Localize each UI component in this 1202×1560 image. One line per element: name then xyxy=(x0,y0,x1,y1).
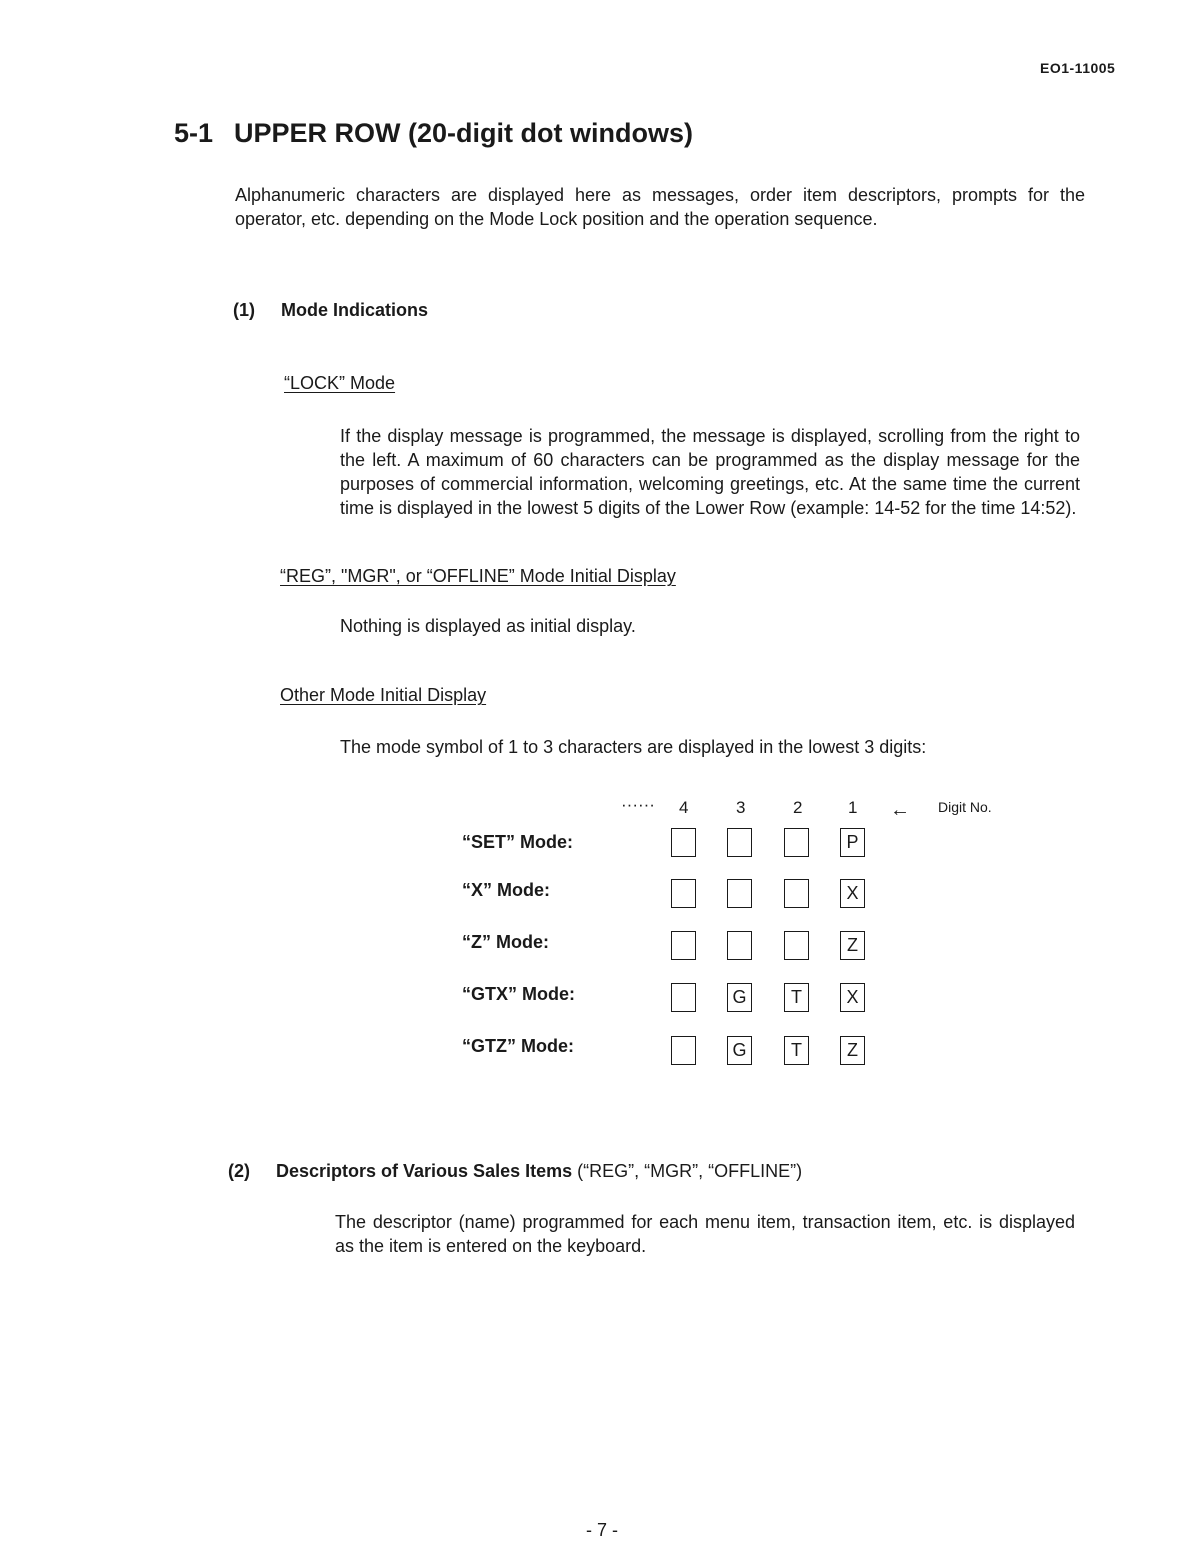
other-mode-heading: Other Mode Initial Display xyxy=(280,685,487,705)
set-digit-3-cell xyxy=(727,828,752,857)
set-digit-4-cell xyxy=(671,828,696,857)
digit-header-2: 2 xyxy=(793,798,803,817)
digit-no-label: Digit No. xyxy=(938,799,992,815)
x-mode-label: “X” Mode: xyxy=(462,880,550,900)
gtz-digit-4-cell xyxy=(671,1036,696,1065)
z-digit-3-cell xyxy=(727,931,752,960)
page-number: - 7 - xyxy=(586,1520,619,1540)
set-digit-2-cell xyxy=(784,828,809,857)
digit-ellipsis: ······ xyxy=(621,795,655,814)
section-number: 5-1 xyxy=(174,118,214,148)
gtx-digit-3-cell: G xyxy=(727,983,752,1012)
section-2-modes: (“REG”, “MGR”, “OFFLINE”) xyxy=(577,1161,803,1181)
section-2-text: The descriptor (name) programmed for each menu item, transaction item, etc. is displayed as the item is entered on the keyboard. xyxy=(335,1212,1075,1256)
section-2-heading xyxy=(228,1161,802,1182)
gtz-mode-label: “GTZ” Mode: xyxy=(462,1036,574,1056)
x-digit-2-cell xyxy=(784,879,809,908)
digit-header-1: 1 xyxy=(848,798,858,817)
z-digit-4-cell xyxy=(671,931,696,960)
section-title: UPPER ROW (20-digit dot windows) xyxy=(234,118,693,148)
x-digit-4-cell xyxy=(671,879,696,908)
gtx-digit-1-cell: X xyxy=(840,983,865,1012)
x-digit-3-cell xyxy=(727,879,752,908)
gtz-digit-3-cell: G xyxy=(727,1036,752,1065)
set-mode-label: “SET” Mode: xyxy=(462,832,573,852)
digit-header-3: 3 xyxy=(736,798,746,817)
lock-mode-text: If the display message is programmed, the message is displayed, scrolling from the right to the left. A maximum of 60 characters can be programmed as the display message for the purposes of commercial information, welcoming greetings, etc. At the same time the current time is displayed in the lowest 5 digits of the Lower Row (example: 14-52 for the time 14:52). xyxy=(340,426,1080,518)
z-digit-2-cell xyxy=(784,931,809,960)
gtz-digit-1-cell: Z xyxy=(840,1036,865,1065)
z-digit-1-cell: Z xyxy=(840,931,865,960)
lock-mode-heading: “LOCK” Mode xyxy=(284,373,396,393)
z-mode-label: “Z” Mode: xyxy=(462,932,549,952)
other-mode-text: The mode symbol of 1 to 3 characters are displayed in the lowest 3 digits: xyxy=(340,737,927,757)
intro-paragraph: Alphanumeric characters are displayed here as messages, order item descriptors, prompts for the operator, etc. depending on the Mode Lock position and the operation sequence. xyxy=(235,185,1085,229)
gtx-digit-4-cell xyxy=(671,983,696,1012)
section-1-number: (1) xyxy=(233,300,255,320)
section-2-title: Descriptors of Various Sales Items xyxy=(276,1161,573,1181)
gtz-digit-2-cell: T xyxy=(784,1036,809,1065)
reg-mode-text: Nothing is displayed as initial display. xyxy=(340,616,636,636)
digit-header-4: 4 xyxy=(679,798,689,817)
arrow-left-icon: ← xyxy=(890,799,910,821)
section-2-number: (2) xyxy=(228,1161,250,1181)
reg-mode-heading: “REG”, "MGR", or “OFFLINE” Mode Initial Display xyxy=(280,566,676,586)
gtx-digit-2-cell: T xyxy=(784,983,809,1012)
gtx-mode-label: “GTX” Mode: xyxy=(462,984,575,1004)
document-id: EO1-11005 xyxy=(1040,60,1116,76)
set-digit-1-cell: P xyxy=(840,828,865,857)
section-1-title: Mode Indications xyxy=(281,300,429,320)
section-1-heading xyxy=(233,300,428,321)
x-digit-1-cell: X xyxy=(840,879,865,908)
page-title xyxy=(174,118,693,149)
